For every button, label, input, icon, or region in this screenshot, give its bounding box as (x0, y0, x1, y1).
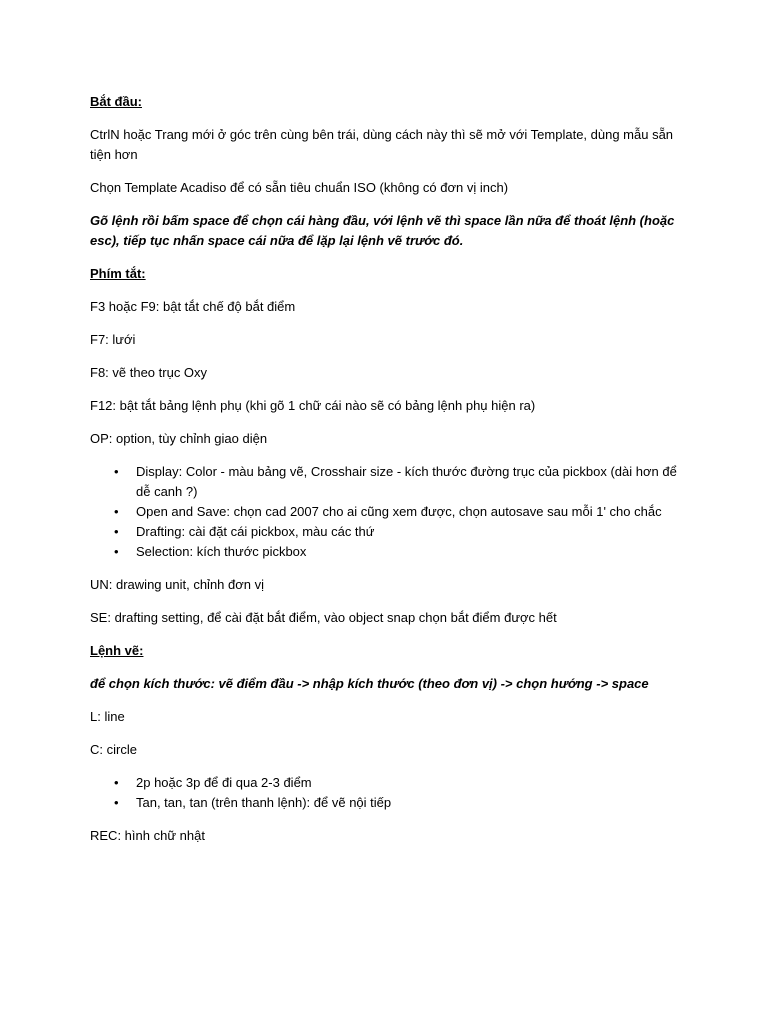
shortcut-op: OP: option, tùy chỉnh giao diện (90, 431, 268, 446)
paragraph-ctrln: CtrlN hoặc Trang mới ở góc trên cùng bên trái, dùng cách này thì sẽ mở với Template, dùng mẫu sẵn tiện hơn (90, 127, 674, 162)
shortcut-f12: F12: bật tắt bảng lệnh phụ (khi gõ 1 chữ cái nào sẽ có bảng lệnh phụ hiện ra) (90, 398, 536, 413)
shortcut-se: SE: drafting setting, để cài đặt bắt điểm, vào object snap chọn bắt điểm được hết (90, 610, 557, 625)
shortcut-f7: F7: lưới (90, 332, 136, 347)
list-item: • Open and Save: chọn cad 2007 cho ai cũng xem được, chọn autosave sau mỗi 1' cho chắc (90, 502, 690, 522)
paragraph-template: Chọn Template Acadiso để có sẵn tiêu chuẩn ISO (không có đơn vị inch) (90, 180, 509, 195)
list-item: • 2p hoặc 3p để đi qua 2-3 điểm (90, 773, 690, 793)
command-line: L: line (90, 709, 125, 724)
shortcut-un: UN: drawing unit, chỉnh đơn vị (90, 577, 264, 592)
shortcut-f8: F8: vẽ theo trục Oxy (90, 365, 208, 380)
list-item: • Drafting: cài đặt cái pickbox, màu các thứ (90, 522, 690, 542)
paragraph-draw-note: để chọn kích thước: vẽ điểm đầu -> nhập kích thước (theo đơn vị) -> chọn hướng -> space (90, 676, 649, 691)
document-body (90, 92, 690, 859)
heading-draw-commands: Lệnh vẽ: (90, 643, 144, 658)
list-item: • Selection: kích thước pickbox (90, 542, 690, 562)
list-item: • Tan, tan, tan (trên thanh lệnh): để vẽ nội tiếp (90, 793, 690, 813)
shortcut-f3: F3 hoặc F9: bật tắt chế độ bắt điểm (90, 299, 296, 314)
command-rec: REC: hình chữ nhật (90, 828, 205, 843)
list-item: • Display: Color - màu bảng vẽ, Crosshair size - kích thước đường trục của pickbox (dài hơn để dễ canh ?) (90, 462, 690, 502)
command-circle: C: circle (90, 742, 137, 757)
heading-shortcuts: Phím tắt: (90, 266, 146, 281)
op-bullet-list (90, 462, 690, 562)
heading-start: Bắt đầu: (90, 94, 142, 109)
circle-bullet-list (90, 773, 690, 813)
paragraph-space-tip: Gõ lệnh rồi bấm space để chọn cái hàng đầu, với lệnh vẽ thì space lần nữa để thoát lệnh (hoặc esc), tiếp tục nhấn space cái nữa để lặp lại lệnh vẽ trước đó. (90, 213, 675, 248)
